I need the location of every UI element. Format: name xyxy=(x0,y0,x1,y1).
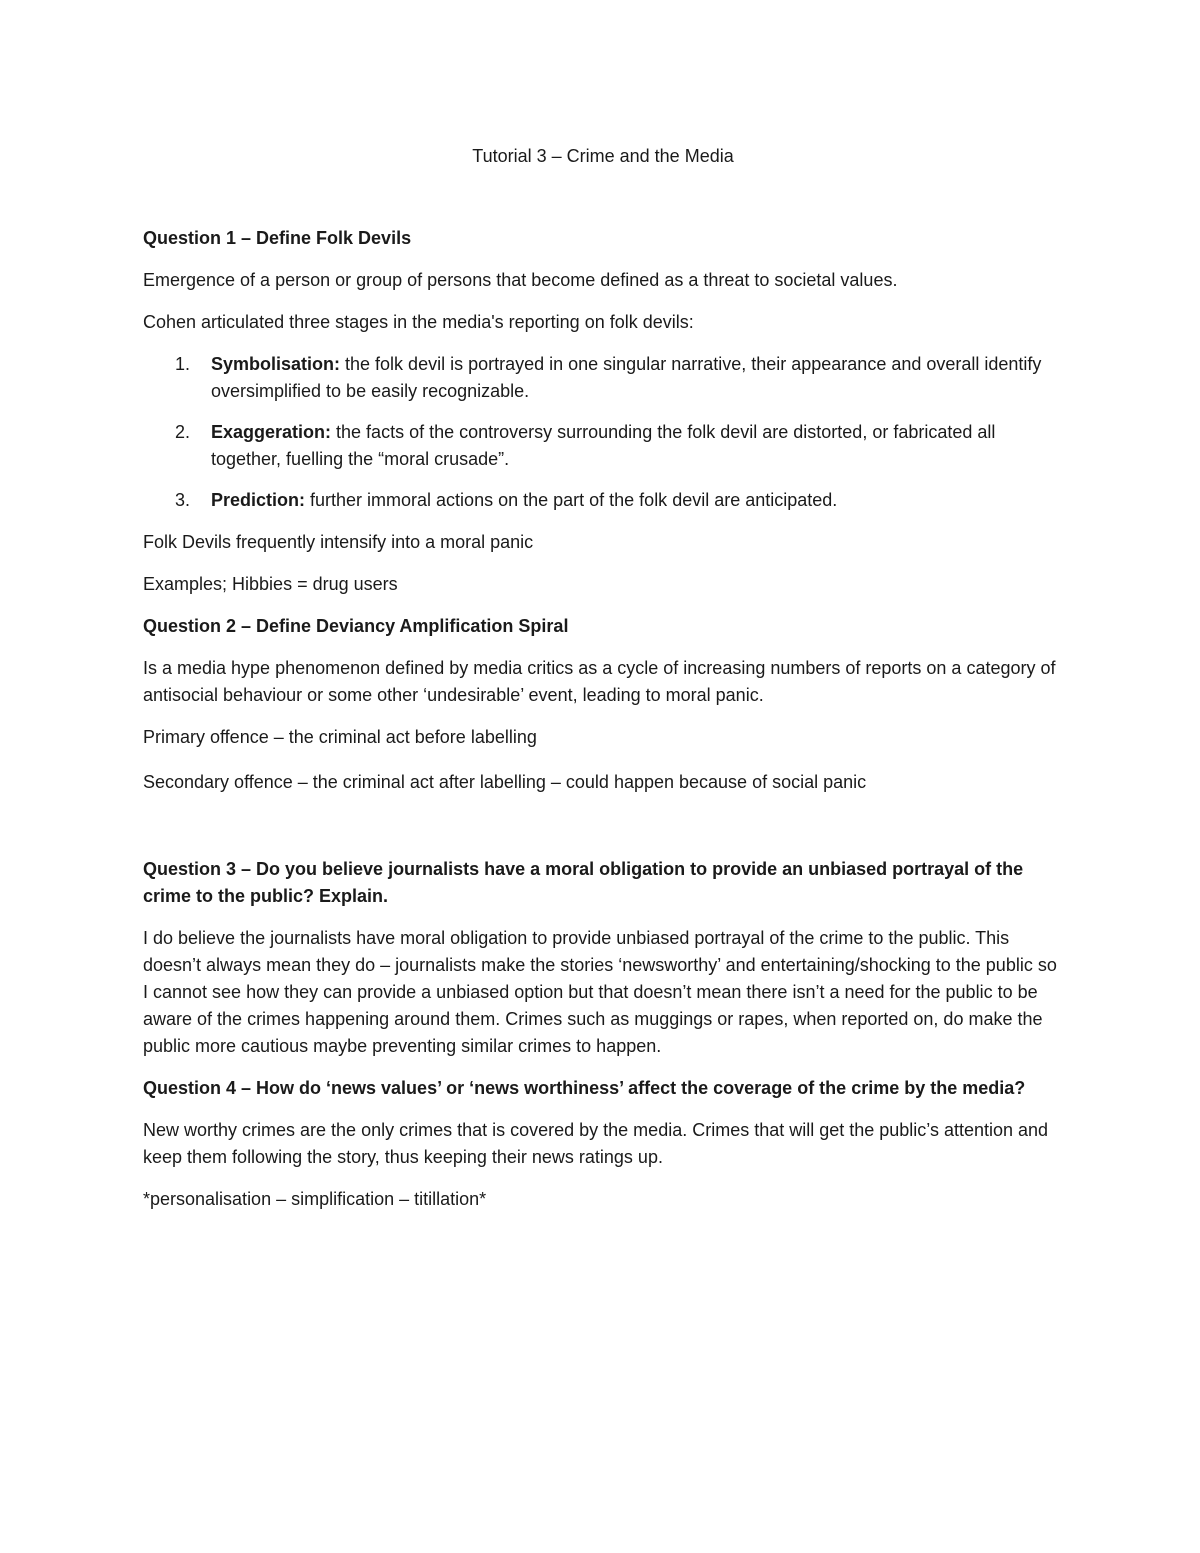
question-3-heading: Question 3 – Do you believe journalists have a moral obligation to provide an unbiased portrayal of the crime to the public? Explain. xyxy=(143,859,1024,906)
list-item-term: Exaggeration: xyxy=(211,422,332,442)
question-4-heading: Question 4 – How do ‘news values’ or ‘news worthiness’ affect the coverage of the crime by the media? xyxy=(143,1078,1026,1098)
document-page xyxy=(143,143,1063,1213)
list-item-term: Symbolisation: xyxy=(211,354,341,374)
list-item xyxy=(143,351,1063,405)
q4-paragraph-1: New worthy crimes are the only crimes that is covered by the media. Crimes that will get the public’s attention and keep them following the story, thus keeping their news ratings up. xyxy=(143,1120,1049,1167)
list-item-number: 1. xyxy=(175,354,191,374)
q3-paragraph-1: I do believe the journalists have moral obligation to provide unbiased portrayal of the crime to the public. This doesn’t always mean they do – journalists make the stories ‘newsworthy’ and entertaining/shocking to the public so I cannot see how they can provide a unbiased option but that doesn’t mean there isn’t a need for the public to be aware of the crimes happening around them. Crimes such as muggings or rapes, when reported on, do make the public more cautious maybe preventing similar crimes to happen. xyxy=(143,928,1057,1056)
list-item-number: 2. xyxy=(175,422,191,442)
question-1-heading: Question 1 – Define Folk Devils xyxy=(143,228,412,248)
stages-list xyxy=(143,351,1063,514)
list-item-term: Prediction: xyxy=(211,490,306,510)
q2-paragraph-2: Primary offence – the criminal act before labelling xyxy=(143,727,537,747)
q2-paragraph-3: Secondary offence – the criminal act after labelling – could happen because of social panic xyxy=(143,772,867,792)
q1-paragraph-2: Cohen articulated three stages in the media's reporting on folk devils: xyxy=(143,312,694,332)
list-item xyxy=(143,487,1063,514)
list-item-text: the folk devil is portrayed in one singular narrative, their appearance and overall identify oversimplified to be easily recognizable. xyxy=(211,354,1042,401)
q4-paragraph-2: *personalisation – simplification – titillation* xyxy=(143,1189,487,1209)
question-2-heading: Question 2 – Define Deviancy Amplification Spiral xyxy=(143,616,569,636)
list-item-text: further immoral actions on the part of the folk devil are anticipated. xyxy=(305,490,838,510)
list-item-text: the facts of the controversy surrounding the folk devil are distorted, or fabricated all together, fuelling the “moral crusade”. xyxy=(211,422,996,469)
q1-paragraph-4: Examples; Hibbies = drug users xyxy=(143,574,398,594)
list-item-number: 3. xyxy=(175,490,191,510)
document-title: Tutorial 3 – Crime and the Media xyxy=(472,146,734,166)
q1-paragraph-1: Emergence of a person or group of persons that become defined as a threat to societal values. xyxy=(143,270,898,290)
q2-paragraph-1: Is a media hype phenomenon defined by media critics as a cycle of increasing numbers of reports on a category of antisocial behaviour or some other ‘undesirable’ event, leading to moral panic. xyxy=(143,658,1056,705)
q1-paragraph-3: Folk Devils frequently intensify into a moral panic xyxy=(143,532,534,552)
list-item xyxy=(143,419,1063,473)
